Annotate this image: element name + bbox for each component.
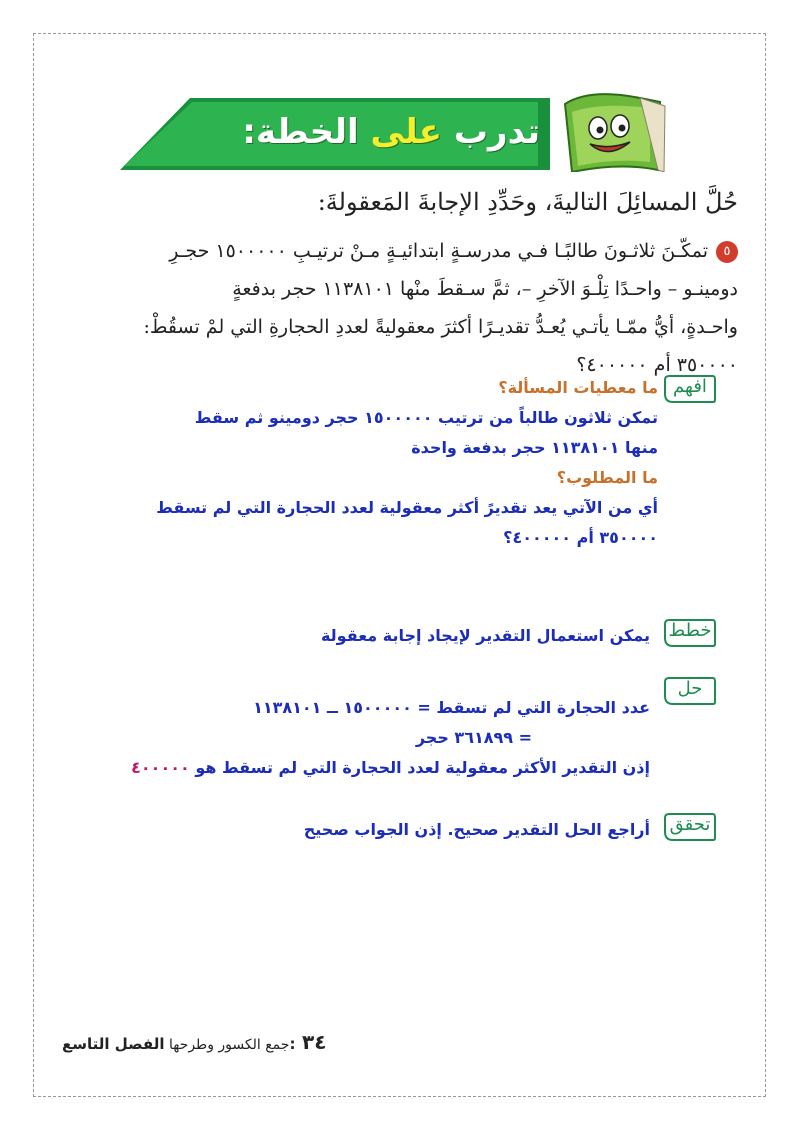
exercise-heading: حُلَّ المسائِلَ التاليةَ، وحَدِّدِ الإجابةَ المَعقولةَ: (317, 188, 738, 216)
solve-line-1: عدد الحجارة التي لم تسقط = ١٥٠٠٠٠٠ ــ ١١٣٨١٠١ (253, 698, 650, 717)
footer-chapter-title: جمع الكسور وطرحها (168, 1037, 290, 1053)
footer-chapter: الفصل التاسع: (62, 1035, 296, 1053)
required-line-2: ٣٥٠٠٠٠ أم ٤٠٠٠٠٠؟ (503, 528, 658, 547)
book-mascot-icon (565, 94, 665, 172)
givens-line-1: تمكن ثلاثون طالباً من ترتيب ١٥٠٠٠٠٠ حجر دومينو ثم سقط (194, 408, 658, 427)
tag-solve-label: حل (677, 678, 703, 699)
problem-line-4: ٣٥٠٠٠٠ أم ٤٠٠٠٠٠؟ (576, 354, 738, 376)
tag-understand-label: افهم (673, 376, 707, 397)
page-number-wrap (302, 1030, 326, 1054)
problem-number-badge: ٥ (716, 241, 738, 263)
problem-line-2: دومينـو – واحـدًا تِلْـوَ الآخرِ –، ثمَّ سـقطَ منْها ١١٣٨١٠١ حجر بدفعةٍ (232, 278, 738, 300)
banner-title: تدرب على الخطة: (242, 112, 540, 152)
problem-line-1: ٥تمكّـنَ ثلاثـونَ طالبًـا فـي مدرسـةٍ ابتدائيـةٍ مـنْ ترتيـبِ ١٥٠٠٠٠٠ حجـرِ (98, 232, 738, 270)
tag-understand (663, 374, 717, 404)
solve-line-2: = ٣٦١٨٩٩ حجر (415, 728, 532, 747)
solve-answer: ٤٠٠٠٠٠ (131, 758, 190, 777)
problem-line-3: واحـدةٍ، أيُّ ممّـا يأتـي يُعـدُّ تقديـرًا أكثرَ معقوليةً لعددِ الحجارةِ التي لمْ تسقُطْ: (143, 316, 738, 338)
section-banner (120, 92, 675, 172)
problem-statement (98, 232, 738, 384)
tag-plan-label: خطط (668, 620, 712, 641)
check-text: أراجع الحل التقدير صحيح. إذن الجواب صحيح (303, 820, 650, 839)
tag-check-label: تحقق (669, 814, 711, 835)
givens-line-2: منها ١١٣٨١٠١ حجر بدفعة واحدة (411, 438, 658, 457)
page-footer (62, 1035, 295, 1053)
plan-text: يمكن استعمال التقدير لإيجاد إجابة معقولة (320, 626, 650, 645)
tag-plan (663, 618, 717, 648)
tag-solve (663, 676, 717, 706)
required-line-1: أي من الآتي يعد تقديرً أكثر معقولية لعدد الحجارة التي لم تسقط (156, 498, 658, 517)
question-required: ما المطلوب؟ (556, 468, 658, 487)
question-givens: ما معطيات المسألة؟ (498, 378, 658, 397)
tag-check (663, 812, 717, 842)
solve-line-3: إذن التقدير الأكثر معقولية لعدد الحجارة التي لم تسقط هو ٤٠٠٠٠٠ (131, 758, 650, 777)
page-number: ٣٤ (302, 1030, 327, 1054)
